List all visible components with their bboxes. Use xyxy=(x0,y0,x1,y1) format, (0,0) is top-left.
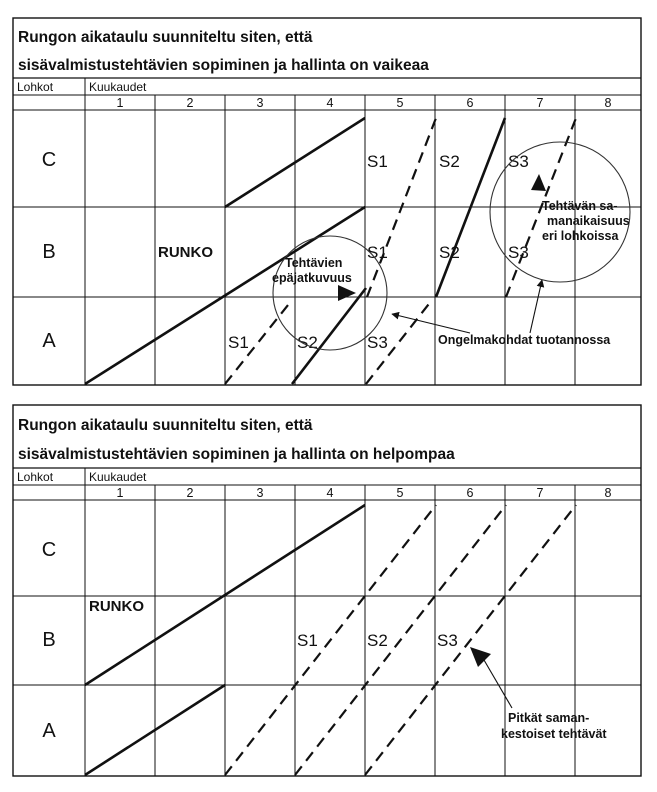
simultaneity-arrowhead xyxy=(531,174,546,191)
annotation-simultaneity-line1: Tehtävän sa- xyxy=(542,199,618,213)
annotation-discontinuity-line1: Tehtävien xyxy=(285,256,343,270)
block-label-c: C xyxy=(41,539,57,561)
task-label-a-s1: S1 xyxy=(228,333,249,352)
runko-label: RUNKO xyxy=(158,244,213,261)
month-label: 7 xyxy=(536,96,544,110)
task-label-b-s2: S2 xyxy=(439,243,460,262)
task-s2-line xyxy=(295,505,506,775)
task-label-b-s1: S1 xyxy=(367,243,388,262)
month-label: 8 xyxy=(604,96,612,110)
top-title-line1: Rungon aikataulu suunniteltu siten, että xyxy=(18,29,313,46)
discontinuity-arrowhead xyxy=(338,285,356,301)
problem-arrow-left xyxy=(392,314,470,333)
month-label: 3 xyxy=(256,96,264,110)
bottom-diagram xyxy=(13,405,641,776)
month-label: 6 xyxy=(466,96,474,110)
top-month-labels xyxy=(117,96,612,110)
bottom-title-line2: sisävalmistustehtävien sopiminen ja hallinta on helpompaa xyxy=(18,446,455,463)
block-label-b: B xyxy=(42,629,56,651)
annotation-discontinuity-line2: epäjatkuvuus xyxy=(272,271,352,285)
annotation-simultaneity-line2: manaikaisuus xyxy=(547,214,630,228)
annotation-long-tasks-line2: kestoiset tehtävät xyxy=(501,727,607,741)
task-label-b-s2: S2 xyxy=(367,631,388,650)
long-tasks-arrowhead xyxy=(470,647,491,667)
long-tasks-arrow-shaft xyxy=(484,660,512,708)
month-label: 2 xyxy=(186,486,194,500)
bottom-header-months: Kuukaudet xyxy=(89,470,147,484)
top-diagram xyxy=(13,18,641,385)
task-label-c-s2: S2 xyxy=(439,152,460,171)
bottom-month-labels xyxy=(117,486,612,500)
task-s1-line xyxy=(225,505,436,775)
month-label: 1 xyxy=(116,486,124,500)
top-title-line2: sisävalmistustehtävien sopiminen ja hallinta on vaikeaa xyxy=(18,57,429,74)
month-label: 2 xyxy=(186,96,194,110)
task-label-c-s1: S1 xyxy=(367,152,388,171)
bottom-title-line1: Rungon aikataulu suunniteltu siten, että xyxy=(18,417,313,434)
annotation-long-tasks-line1: Pitkät saman- xyxy=(508,711,590,725)
task-label-c-s3: S3 xyxy=(508,152,529,171)
task-label-a-s2: S2 xyxy=(297,333,318,352)
annotation-simultaneity-line3: eri lohkoissa xyxy=(542,229,619,243)
month-label: 5 xyxy=(396,486,404,500)
runko-label: RUNKO xyxy=(89,598,144,615)
month-label: 4 xyxy=(326,486,334,500)
month-label: 7 xyxy=(536,486,544,500)
task-label-b-s1: S1 xyxy=(297,631,318,650)
bottom-header-blocks: Lohkot xyxy=(17,470,54,484)
block-label-b: B xyxy=(42,241,56,263)
top-header-months: Kuukaudet xyxy=(89,80,147,94)
month-label: 6 xyxy=(466,486,474,500)
block-label-a: A xyxy=(42,720,56,742)
month-label: 5 xyxy=(396,96,404,110)
month-label: 4 xyxy=(326,96,334,110)
top-header-blocks: Lohkot xyxy=(17,80,54,94)
problem-arrow-up xyxy=(530,280,542,333)
month-label: 1 xyxy=(116,96,124,110)
block-label-a: A xyxy=(42,330,56,352)
task-label-b-s3: S3 xyxy=(508,243,529,262)
annotation-problem-points: Ongelmakohdat tuotannossa xyxy=(438,333,611,347)
block-label-c: C xyxy=(41,149,57,171)
month-label: 3 xyxy=(256,486,264,500)
month-label: 8 xyxy=(604,486,612,500)
task-label-b-s3: S3 xyxy=(437,631,458,650)
task-label-a-s3: S3 xyxy=(367,333,388,352)
